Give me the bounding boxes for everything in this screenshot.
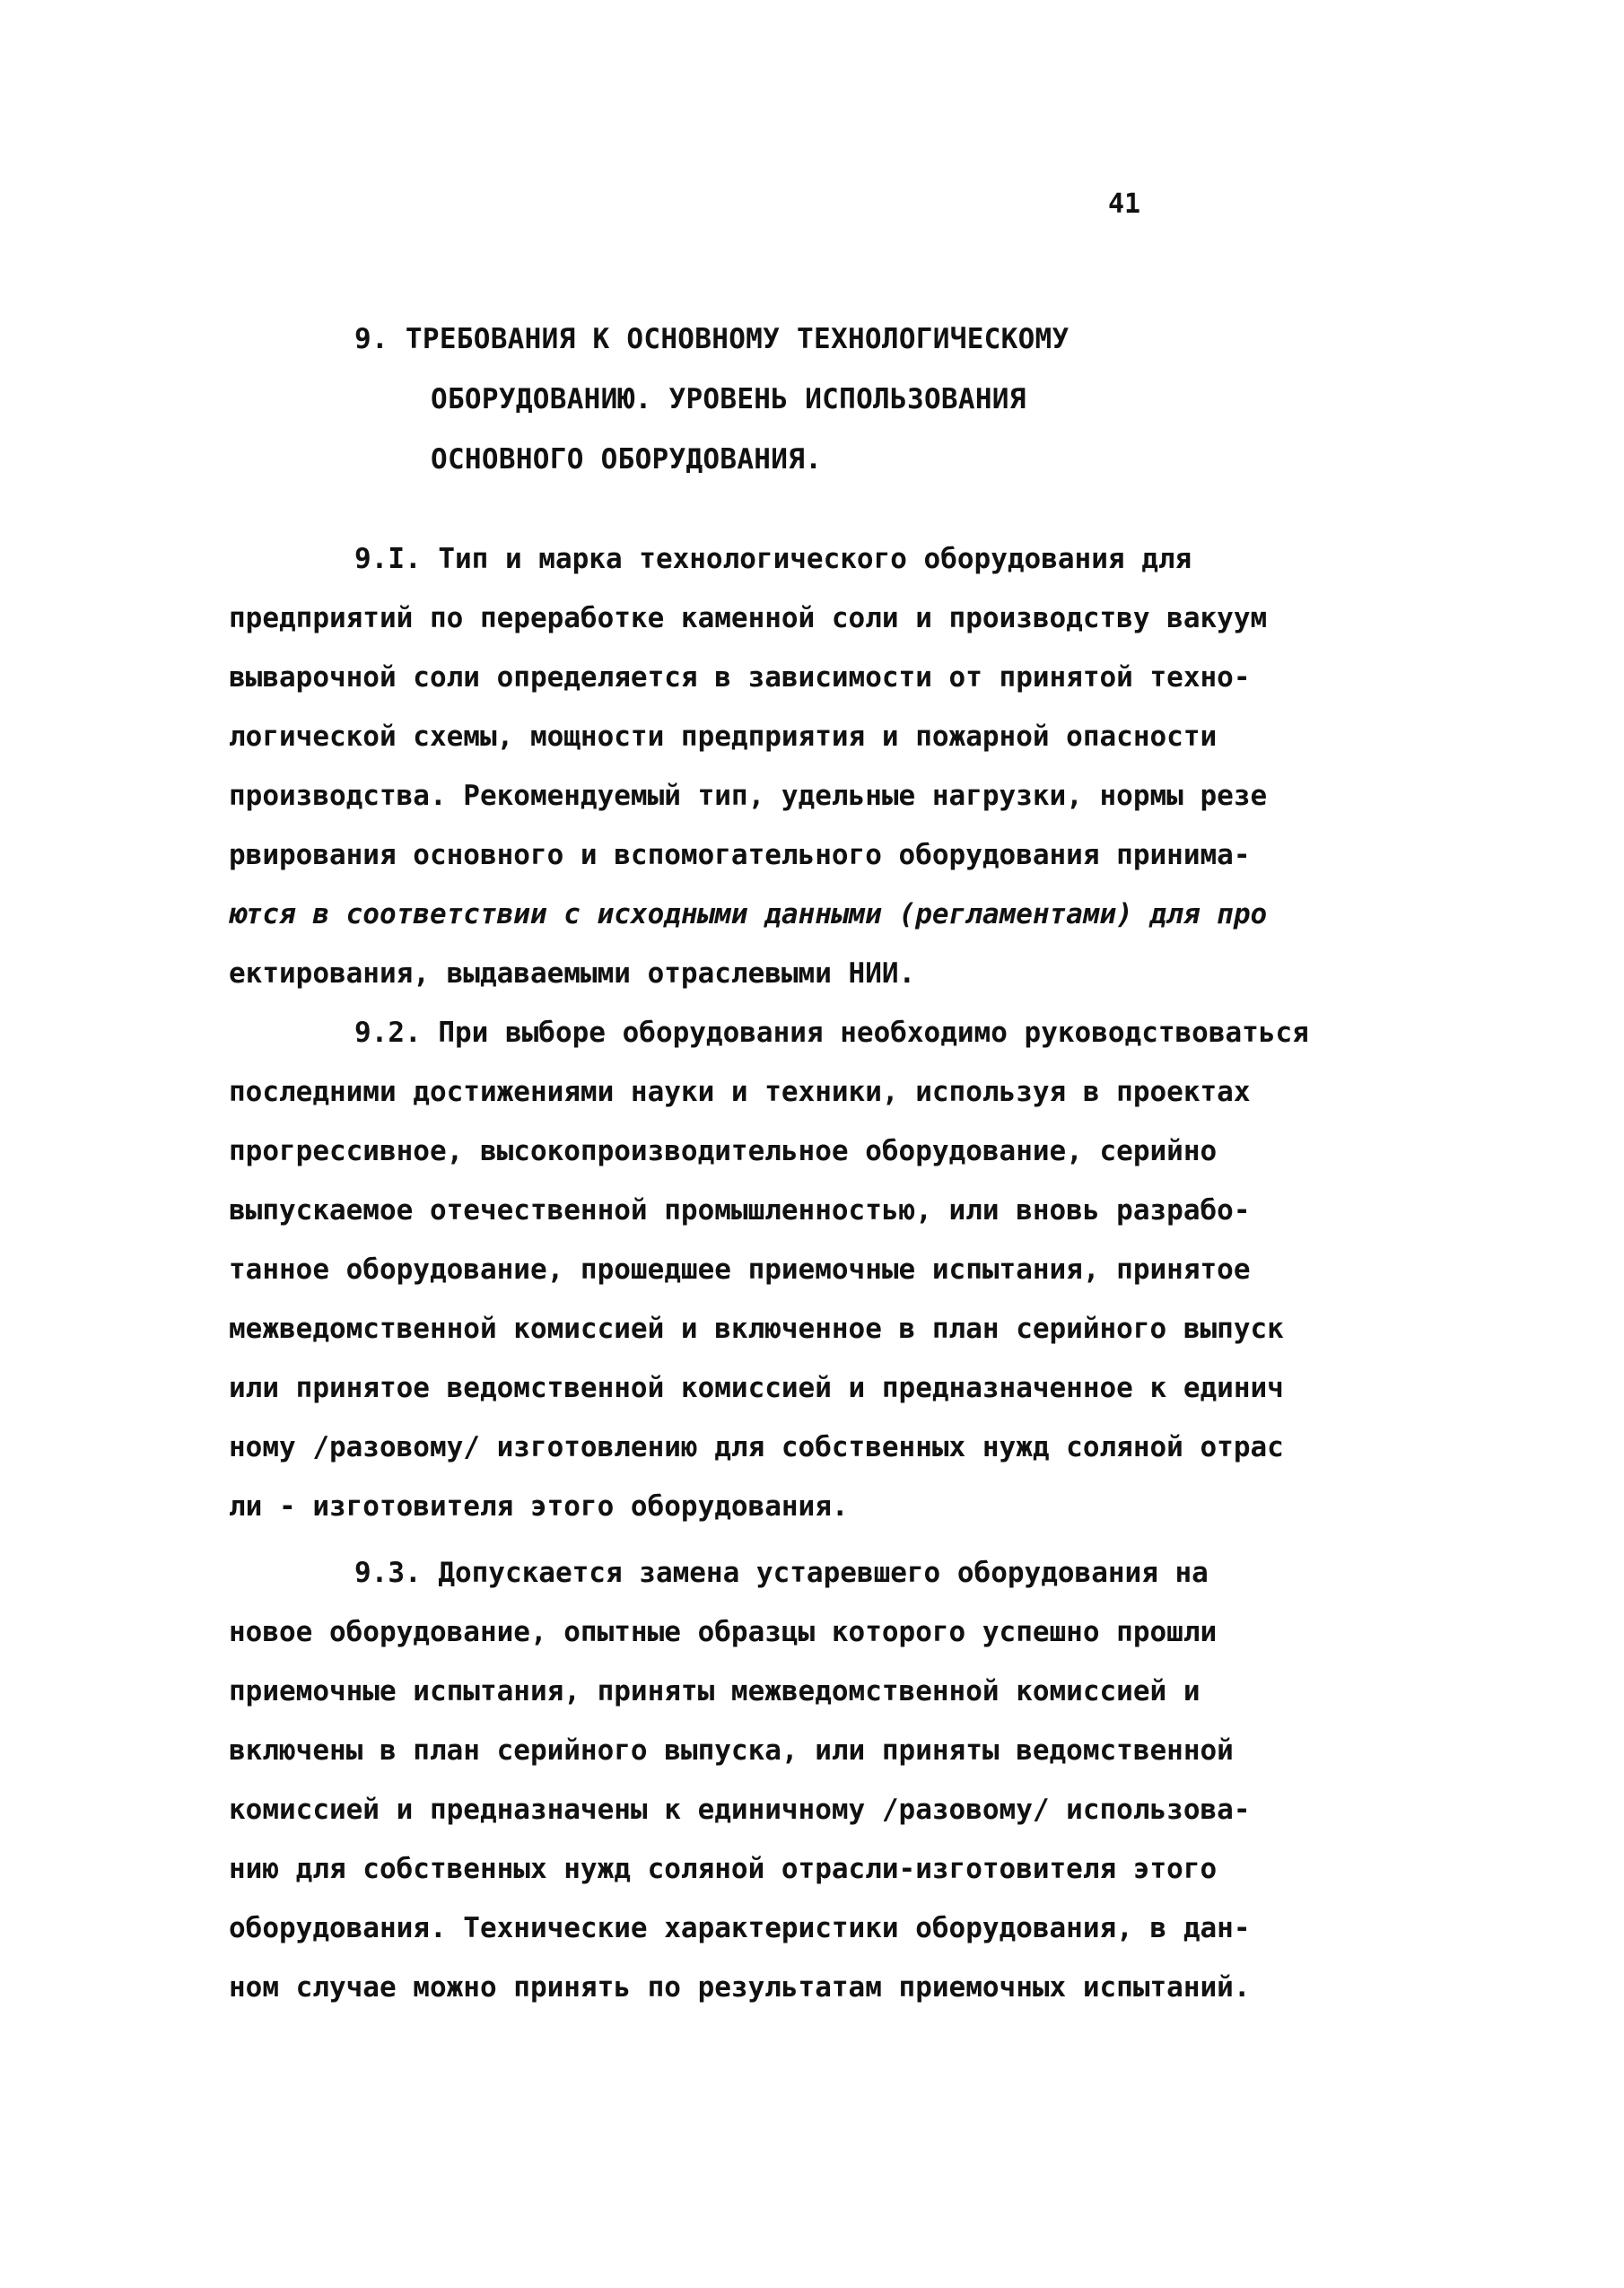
text-line: ном случае можно принять по результатам приемочных испытаний.: [229, 1971, 1251, 2004]
text-line: танное оборудование, прошедшее приемочные испытания, принятое: [229, 1253, 1251, 1286]
text-line: выварочной соли определяется в зависимости от принятой техно-: [229, 661, 1251, 694]
text-line: рвирования основного и вспомогательного оборудования принима-: [229, 839, 1251, 871]
text-line: 9.3. Допускается замена устаревшего оборудования на: [354, 1557, 1209, 1589]
text-line: предприятий по переработке каменной соли и производству вакуум: [229, 602, 1268, 634]
section-heading: [354, 310, 1431, 490]
heading-line: ОСНОВНОГО ОБОРУДОВАНИЯ.: [431, 443, 823, 476]
text-line: выпускаемое отечественной промышленностью, или вновь разрабо-: [229, 1194, 1251, 1227]
heading-line: 9. ТРЕБОВАНИЯ К ОСНОВНОМУ ТЕХНОЛОГИЧЕСКОМУ: [354, 323, 1070, 355]
text-line: ному /разовому/ изготовлению для собственных нужд соляной отрас: [229, 1431, 1284, 1463]
text-line: производства. Рекомендуемый тип, удельные нагрузки, нормы резе: [229, 780, 1268, 812]
text-line: включены в план серийного выпуска, или приняты ведомственной: [229, 1734, 1234, 1767]
text-line: 9.I. Тип и марка технологического оборудования для: [354, 543, 1192, 575]
text-line: оборудования. Технические характеристики оборудования, в дан-: [229, 1912, 1251, 1944]
text-line: приемочные испытания, приняты межведомственной комиссией и: [229, 1675, 1201, 1707]
page-number: 41: [1108, 188, 1141, 220]
text-line: прогрессивное, высокопроизводительное оборудование, серийно: [229, 1135, 1218, 1167]
text-line: новое оборудование, опытные образцы которого успешно прошли: [229, 1616, 1218, 1648]
text-line: ектирования, выдаваемыми отраслевыми НИИ.: [229, 957, 916, 990]
text-line: 9.2. При выборе оборудования необходимо руководствоваться: [354, 1017, 1309, 1049]
text-line: или принятое ведомственной комиссией и предназначенное к единич: [229, 1372, 1284, 1404]
text-line: ли - изготовителя этого оборудования.: [229, 1490, 849, 1523]
text-line: межведомственной комиссией и включенное в план серийного выпуск: [229, 1313, 1284, 1345]
text-line: логической схемы, мощности предприятия и пожарной опасности: [229, 720, 1218, 753]
text-line: ются в соответствии с исходными данными (регламентами) для про: [229, 898, 1268, 930]
body-text: [229, 529, 1323, 2017]
text-line: нию для собственных нужд соляной отрасли-изготовителя этого: [229, 1853, 1218, 1885]
heading-line: ОБОРУДОВАНИЮ. УРОВЕНЬ ИСПОЛЬЗОВАНИЯ: [431, 383, 1026, 415]
text-line: комиссией и предназначены к единичному /разовому/ использова-: [229, 1794, 1251, 1826]
text-line: последними достижениями науки и техники, используя в проектах: [229, 1076, 1251, 1108]
